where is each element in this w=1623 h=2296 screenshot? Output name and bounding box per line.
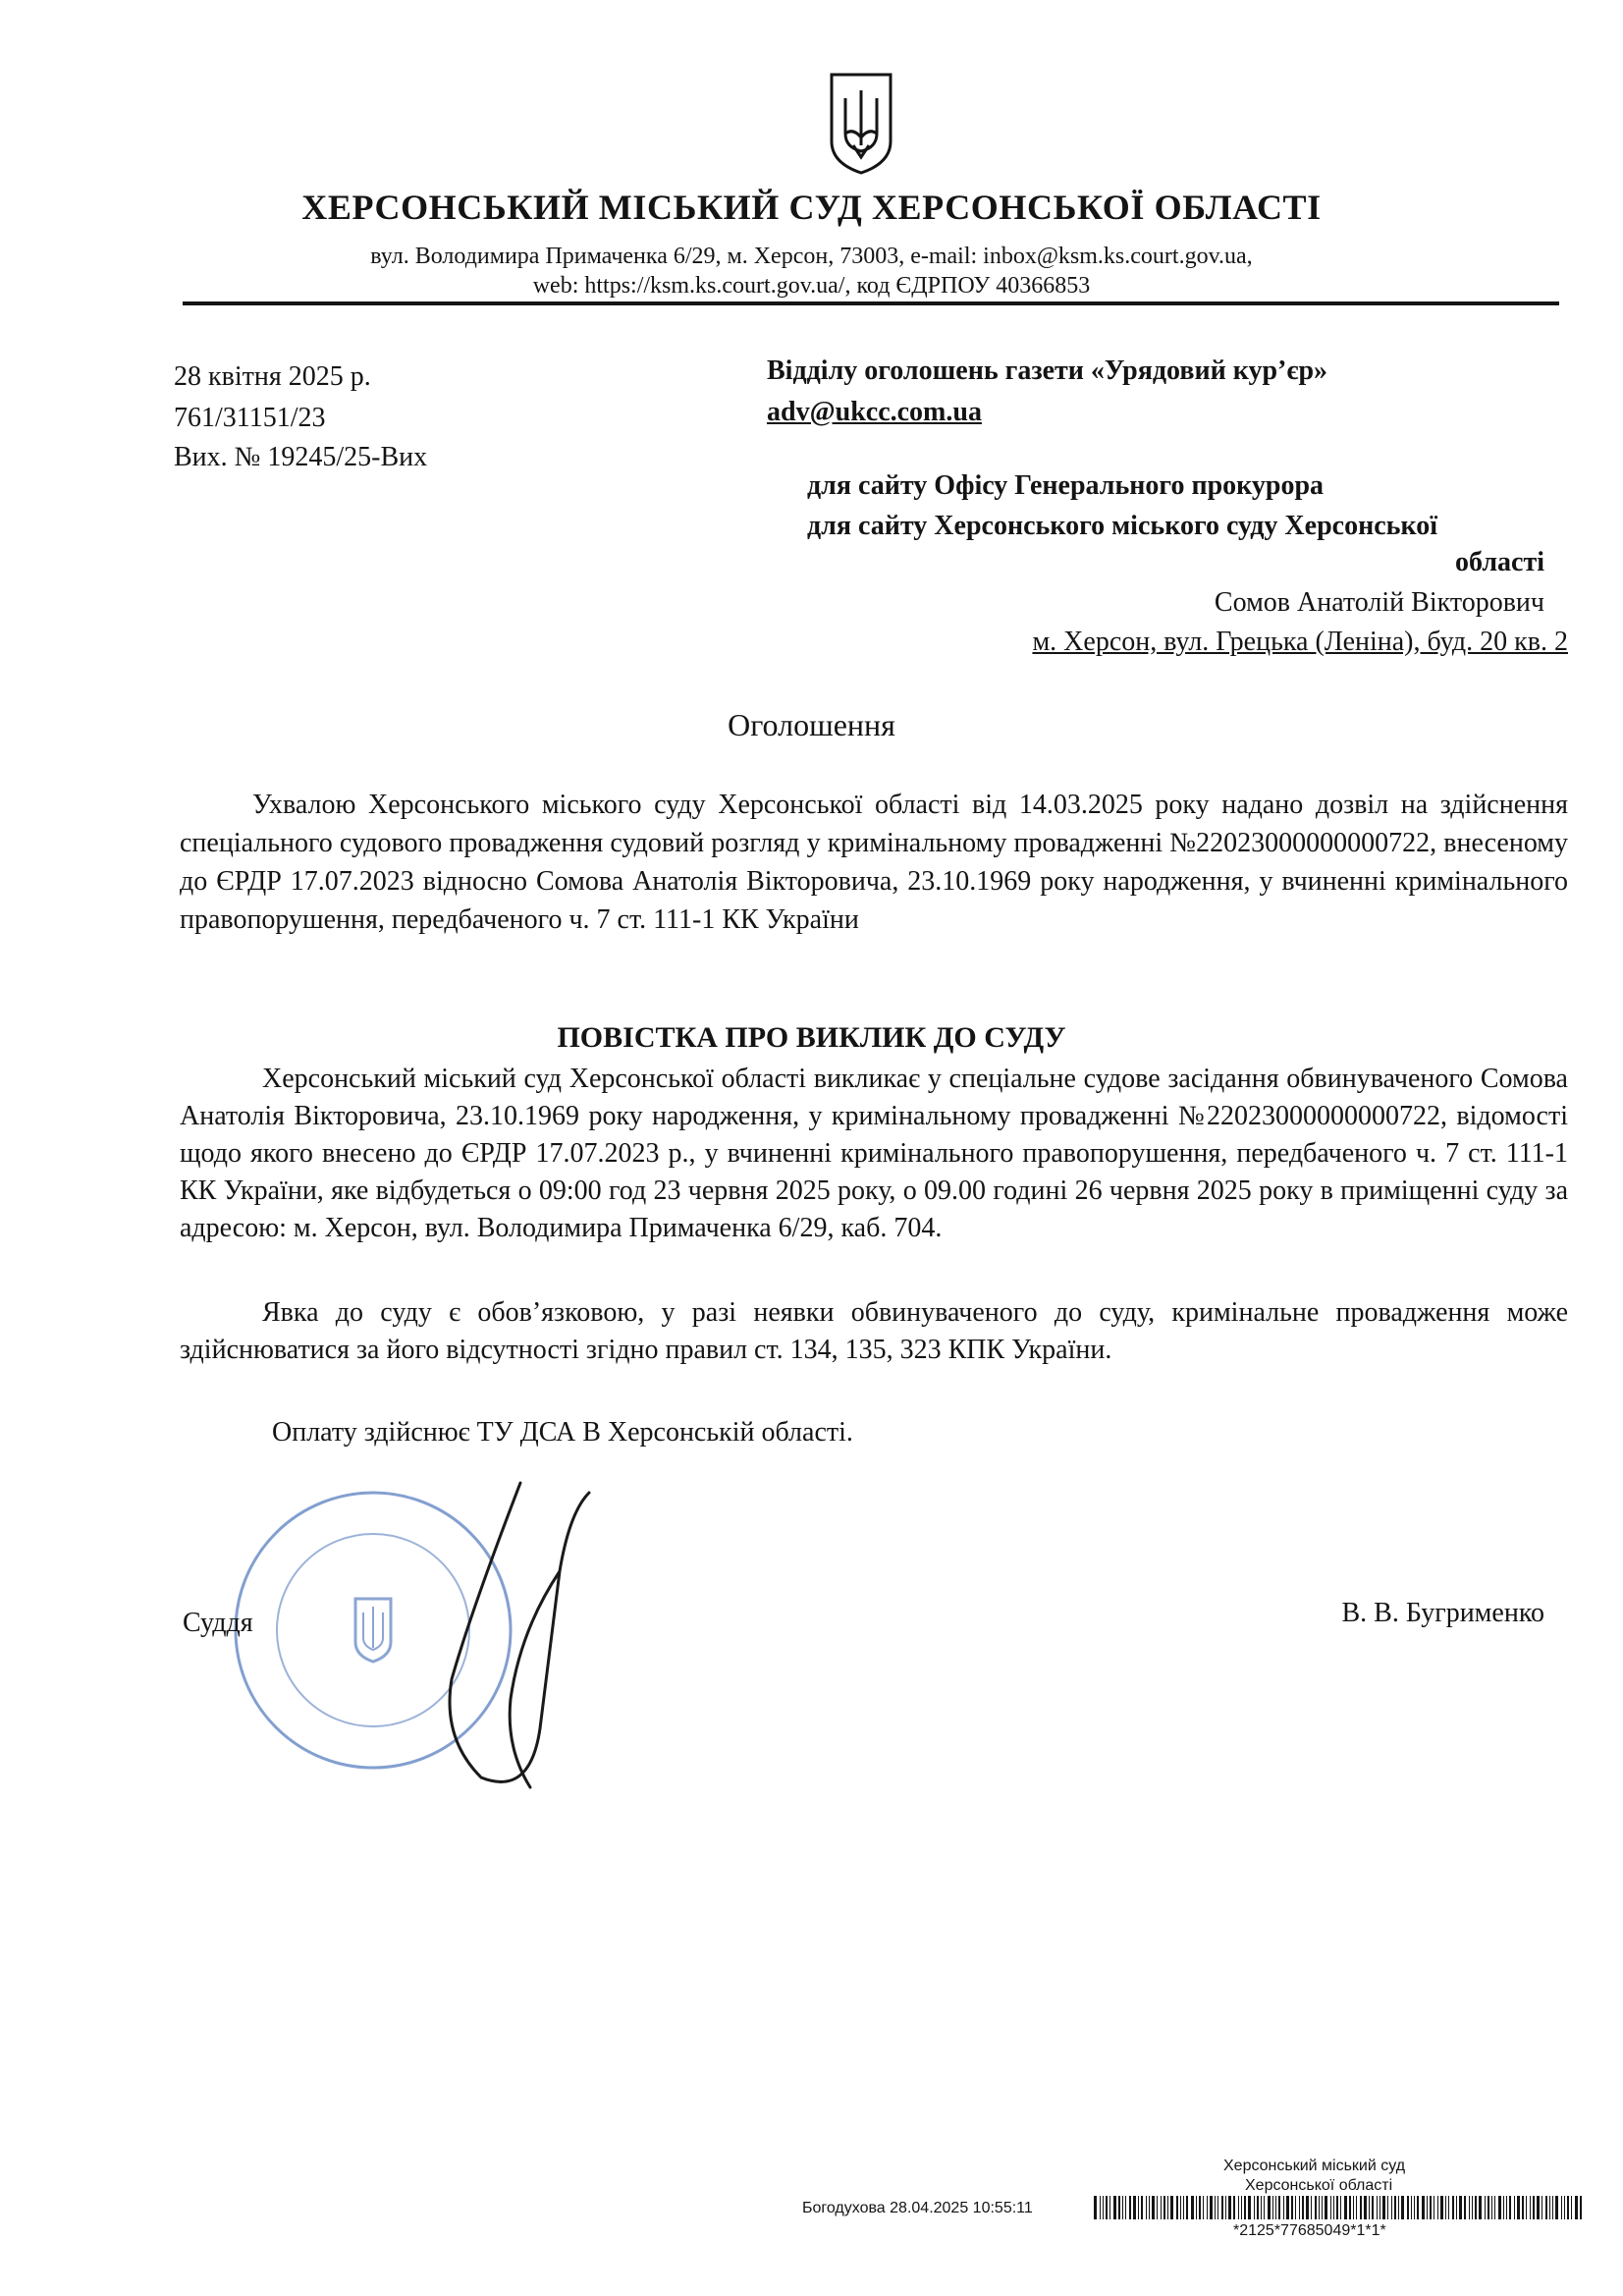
address-line-1: вул. Володимира Примаченка 6/29, м. Херсон, 73003, e-mail: inbox@ksm.ks.court.gov.ua,: [370, 244, 1253, 269]
court-name: ХЕРСОНСЬКИЙ МІСЬКИЙ СУД ХЕРСОНСЬКОЇ ОБЛАСТІ: [301, 188, 1322, 227]
recipient-court-site: для сайту Херсонського міського суду Херсонської: [807, 511, 1437, 541]
summons-title: ПОВІСТКА ПРО ВИКЛИК ДО СУДУ: [557, 1021, 1066, 1054]
footer-court-line-2: Херсонської області: [1245, 2177, 1393, 2194]
judge-label: Суддя: [183, 1608, 253, 1638]
barcode: [1094, 2196, 1583, 2219]
document-date: 28 квітня 2025 р.: [174, 361, 371, 392]
registration-stamp: Богодухова 28.04.2025 10:55:11: [802, 2200, 1033, 2216]
recipient-address: м. Херсон, вул. Грецька (Леніна), буд. 20 кв. 2: [1032, 627, 1568, 657]
recipient-email: adv@ukcc.com.ua: [767, 397, 982, 427]
recipient-person: Сомов Анатолій Вікторович: [1214, 587, 1544, 618]
summons-paragraph-2: Явка до суду є обов’язковою, у разі неявки обвинуваченого до суду, кримінальне провадження може здійснюватися за його відсутності згідно правил ст. 134, 135, 323 КПК України.: [180, 1297, 1568, 1365]
document-code: *2125*77685049*1*1*: [1233, 2222, 1386, 2239]
recipient-court-site-cont: області: [1455, 547, 1544, 577]
letterhead-rule: [183, 301, 1559, 305]
footer-court-line-1: Херсонський міський суд: [1223, 2158, 1406, 2174]
summons-paragraph-1: Херсонський міський суд Херсонської області викликає у спеціальне судове засідання обвинуваченого Сомова Анатолія Вікторовича, 23.10.1969 року народження, у кримінальному провадженні №22023000000000722, відомості щодо якого внесено до ЄРДР 17.07.2023 р., у вчиненні кримінального правопорушення, передбаченого ч. 7 ст. 111-1 КК України, яке відбудеться о 09:00 год 23 червня 2025 року, о 09.00 годині 26 червня 2025 року в приміщенні суду за адресою: м. Херсон, вул. Володимира Примаченка 6/29, каб. 704.: [180, 1064, 1568, 1243]
outgoing-number: Вих. № 19245/25-Вих: [174, 442, 428, 472]
judge-name: В. В. Бугрименко: [1341, 1598, 1544, 1628]
recipient-prosecutor-site: для сайту Офісу Генерального прокурора: [807, 470, 1325, 501]
judge-signature: [412, 1453, 609, 1807]
case-number: 761/31151/23: [174, 403, 326, 433]
announcement-text: Ухвалою Херсонського міського суду Херсонської області від 14.03.2025 року надано дозвіл на здійснення спеціального судового провадження судовий розгляд у кримінальному провадженні №22023000000000722, внесеному до ЄРДР 17.07.2023 відносно Сомова Анатолія Вікторовича, 23.10.1969 року народження, у вчиненні кримінального правопорушення, передбаченого ч. 7 ст. 111-1 КК України: [180, 790, 1568, 935]
announcement-title: Оголошення: [728, 707, 895, 742]
recipient-newspaper: Відділу оголошень газети «Урядовий кур’єр»: [767, 355, 1328, 386]
coat-of-arms-icon: [826, 69, 896, 179]
summons-paragraph-3: Оплату здійснює ТУ ДСА В Херсонській області.: [272, 1417, 853, 1448]
address-line-2: web: https://ksm.ks.court.gov.ua/, код ЄДРПОУ 40366853: [532, 273, 1091, 299]
court-address: [196, 242, 1427, 301]
